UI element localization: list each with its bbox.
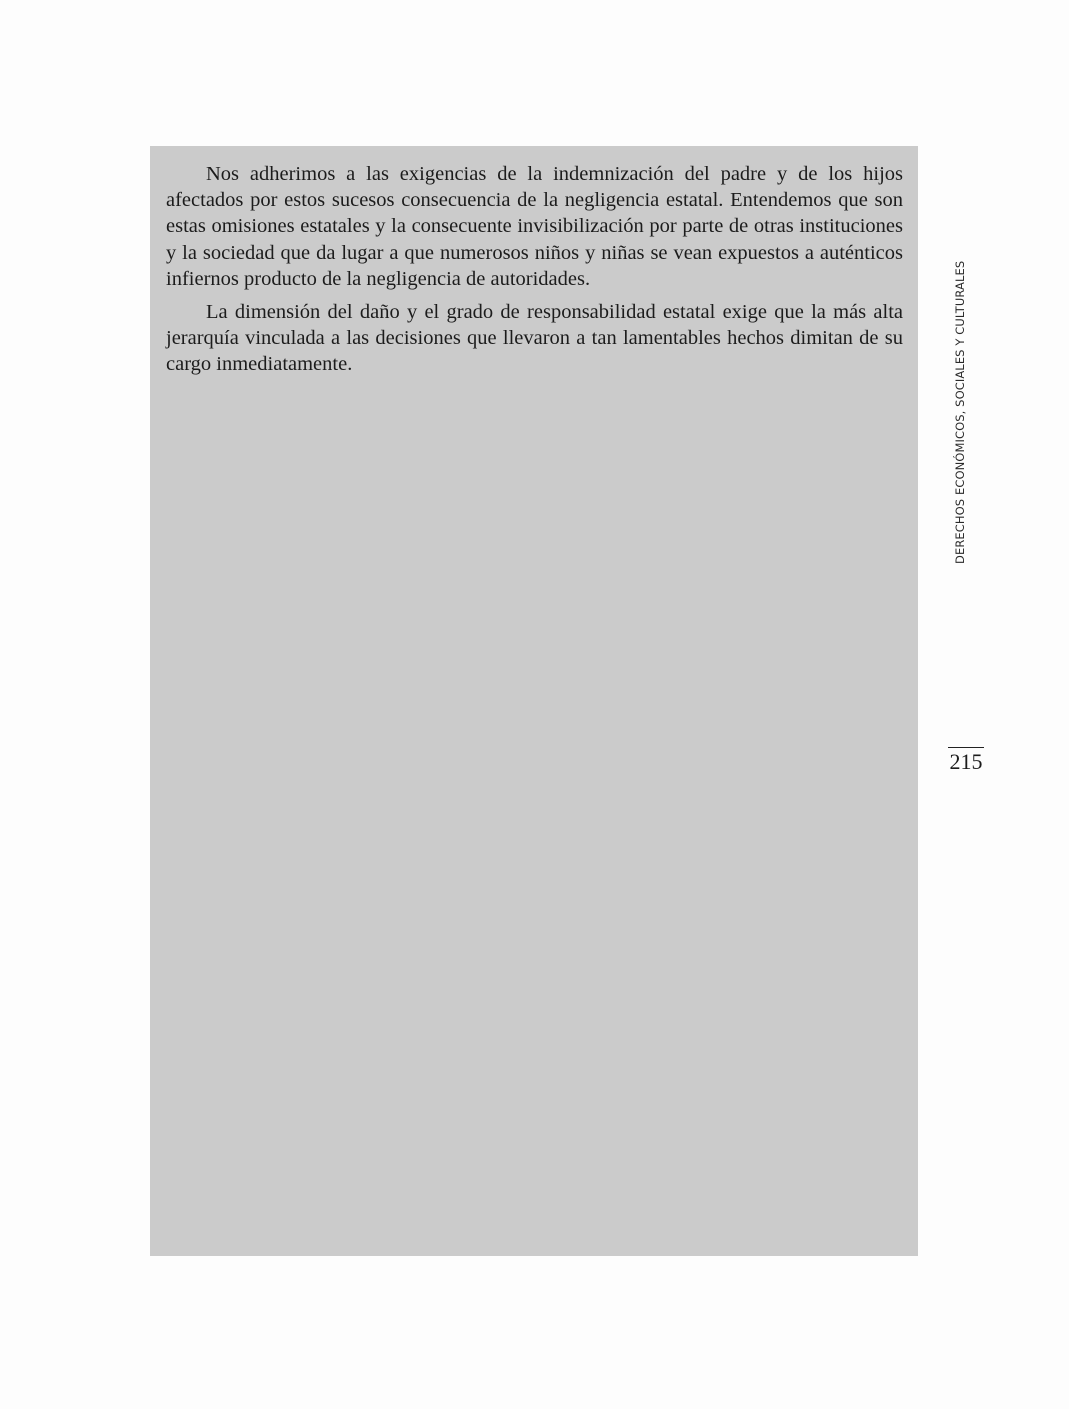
body-text xyxy=(166,161,903,385)
page-number-rule xyxy=(948,747,984,748)
page-number: 215 xyxy=(949,749,983,774)
running-section-header: DERECHOS ECONÓMICOS, SOCIALES Y CULTURALES xyxy=(953,260,967,564)
paragraph-2: La dimensión del daño y el grado de responsabilidad estatal exige que la más alta jerarquía vinculada a las decisiones que llevaron a tan lamentables hechos dimitan de su cargo inmediatamente. xyxy=(166,301,903,376)
paragraph-1: Nos adherimos a las exigencias de la indemnización del padre y de los hijos afectados por estos sucesos consecuencia de la negligencia estatal. Entendemos que son estas omisiones estatales y la consecuente invisibilización por parte de otras instituciones y la sociedad que da lugar a que numerosos niños y niñas se vean expuestos a auténticos infiernos producto de la negligencia de autoridades. xyxy=(166,163,903,290)
